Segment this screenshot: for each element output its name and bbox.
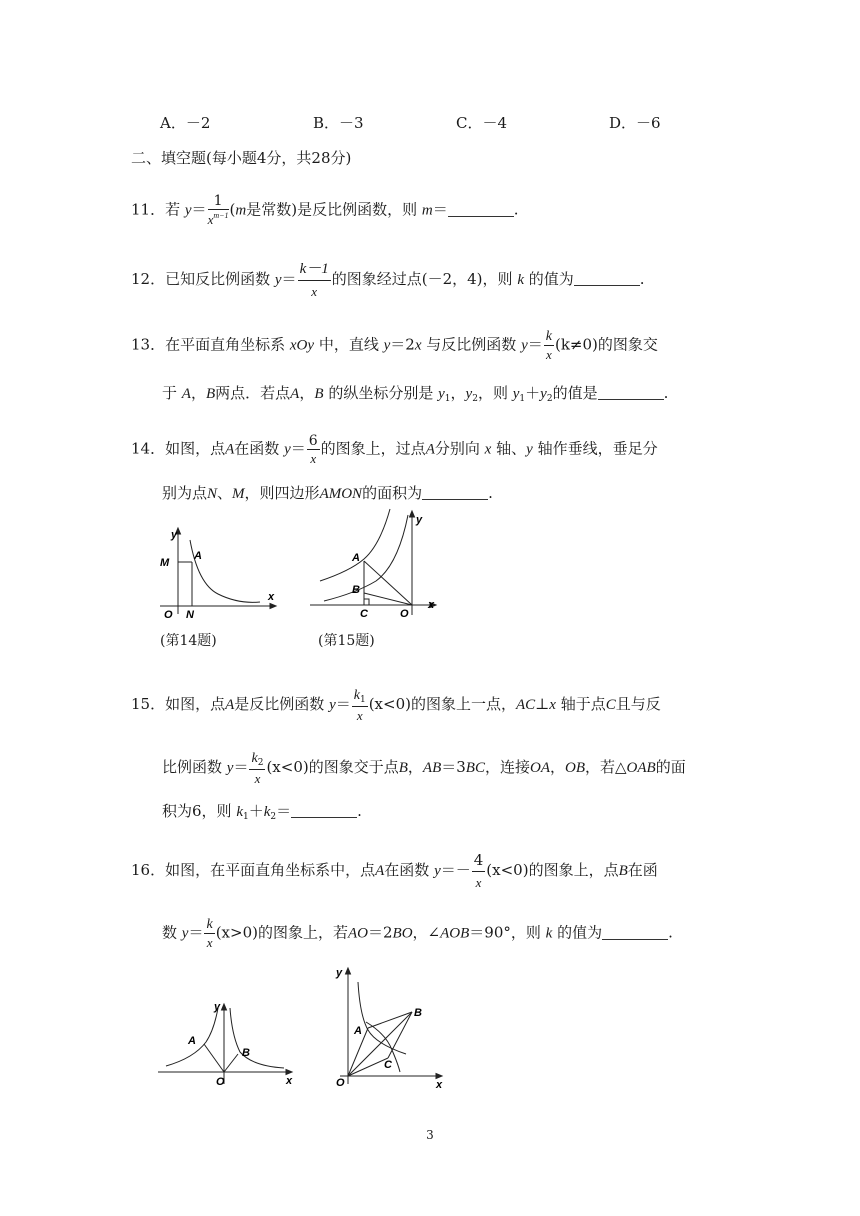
fig16b-label-b: B	[414, 1007, 422, 1019]
fig14-label-y: y	[171, 529, 178, 541]
fig15-label-c: C	[360, 608, 368, 619]
question-11: 11．若 y＝ $\frac{1}{x^{m-1}}$ (m是常数)是反比例函数，则 m＝ .	[131, 193, 519, 227]
fraction: $\frac{k-1}{x}$	[299, 261, 329, 299]
fraction: $\frac{k}{x}$	[206, 917, 213, 950]
fig15-label-y: y	[416, 514, 423, 526]
fig16b-label-y: y	[336, 967, 343, 979]
fraction: $\frac{k_2}{x}$	[251, 751, 264, 786]
figure-16-left	[156, 996, 298, 1088]
answer-blank	[598, 385, 664, 400]
fig16a-label-a: A	[188, 1035, 196, 1047]
fig14-label-x: x	[268, 591, 275, 603]
fig16a-label-x: x	[286, 1075, 293, 1087]
question-16-line-1: 16．如图，在平面直角坐标系中，点A在函数 y＝－ $\frac{4}{x}$ (x<0)的图象上，点B在函	[131, 851, 658, 890]
fraction: $\frac{1}{x^{m-1}}$	[207, 193, 229, 227]
fig14-label-a: A	[194, 550, 202, 562]
question-13-line-1: 13．在平面直角坐标系 xOy 中，直线 y＝2x 与反比例函数 y＝ $\frac{k}{x}$ (k≠0)的图象交	[131, 329, 658, 362]
figure-14-caption: (第14题)	[160, 633, 217, 649]
fig16a-label-b: B	[242, 1047, 250, 1059]
figure-15-caption: (第15题)	[318, 633, 375, 649]
answer-blank	[448, 202, 514, 217]
fig15-label-x: x	[428, 599, 435, 611]
choice-c: C．－4	[456, 114, 508, 132]
fig14-label-n: N	[186, 609, 194, 618]
fig15-label-o: O	[400, 608, 409, 619]
answer-blank	[422, 485, 488, 500]
fig16b-label-x: x	[436, 1079, 443, 1088]
question-14-line-1: 14．如图，点A在函数 y＝ $\frac{6}{x}$ 的图象上，过点A分别向 x 轴、y 轴作垂线，垂足分	[131, 433, 658, 466]
fig14-label-o: O	[164, 609, 173, 618]
question-15-line-1: 15．如图，点A是反比例函数 y＝ $\frac{k_1}{x}$ (x<0)的图象上一点，AC⊥x 轴于点C且与反	[131, 688, 661, 723]
question-13-line-2: 于 A，B两点．若点A，B 的纵坐标分别是 $y_1$，$y_2$，则 $y_1+y_2$的值是 .	[162, 384, 669, 404]
fraction: $\frac{k_1}{x}$	[353, 688, 366, 723]
question-15-line-2: 比例函数 y＝ $\frac{k_2}{x}$ (x<0)的图象交于点B，AB＝3BC，连接OA，OB，若△OAB的面	[162, 751, 686, 786]
figure-15	[306, 505, 444, 619]
fig16a-label-o: O	[216, 1076, 225, 1088]
fig16a-label-y: y	[214, 1001, 221, 1013]
choice-b: B．－3	[313, 114, 364, 132]
question-12: 12．已知反比例函数 y＝ $\frac{k-1}{x}$ 的图象经过点(－2，4)，则 k 的值为 .	[131, 261, 645, 299]
fig16b-label-o: O	[336, 1077, 345, 1088]
section-title: 二、填空题(每小题4分，共28分)	[131, 149, 352, 167]
answer-blank	[574, 271, 640, 286]
answer-blank	[602, 925, 668, 940]
fig14-label-m: M	[160, 557, 170, 569]
question-16-line-2: 数 y＝ $\frac{k}{x}$ (x>0)的图象上，若AO＝2BO，∠AOB＝90°，则 k 的值为 .	[162, 917, 673, 950]
fraction: $\frac{4}{x}$	[473, 851, 484, 890]
choice-d: D．－6	[609, 114, 661, 132]
figure-14	[158, 522, 280, 618]
page-number: 3	[426, 1128, 434, 1142]
fig16b-label-a: A	[354, 1025, 362, 1037]
answer-blank	[291, 803, 357, 818]
question-15-line-3: 积为6，则 $k_1+k_2=$ .	[162, 802, 362, 822]
fig15-label-b: B	[352, 584, 360, 596]
fig16b-label-c: C	[384, 1059, 392, 1071]
choice-a: A．－2	[160, 114, 211, 132]
figure-16-right	[330, 964, 448, 1088]
fraction: $\frac{6}{x}$	[308, 433, 318, 466]
question-14-line-2: 别为点N、M，则四边形AMON的面积为 .	[162, 484, 493, 502]
fig15-label-a: A	[352, 552, 360, 564]
fraction: $\frac{k}{x}$	[545, 329, 552, 362]
